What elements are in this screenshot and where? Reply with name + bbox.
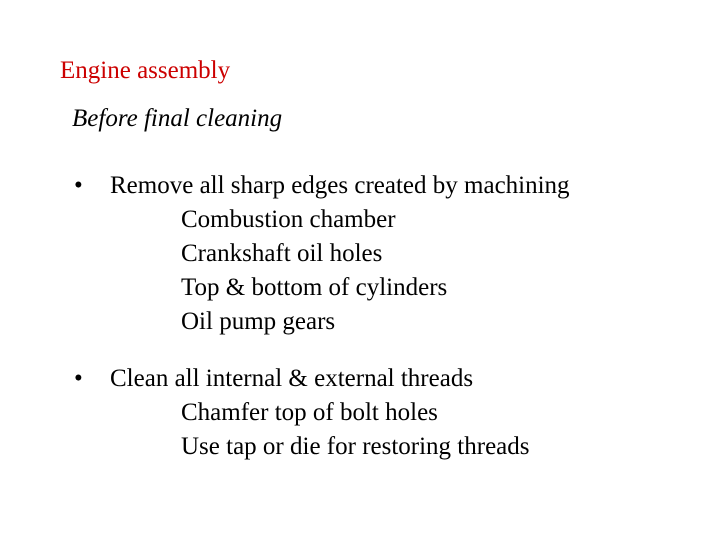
bullet-marker: •	[74, 172, 83, 199]
bullet-text: Remove all sharp edges created by machining	[110, 172, 570, 199]
slide-title: Engine assembly	[60, 57, 231, 84]
sub-item: Chamfer top of bolt holes	[181, 399, 438, 426]
bullet-item	[74, 364, 694, 466]
bullet-item	[74, 171, 694, 341]
sub-list	[74, 205, 694, 341]
bullet-marker: •	[74, 365, 83, 392]
sub-item: Crankshaft oil holes	[181, 240, 383, 267]
sub-item: Combustion chamber	[181, 206, 396, 233]
sub-item: Oil pump gears	[181, 308, 336, 335]
slide-subtitle: Before final cleaning	[72, 105, 283, 132]
bullet-text: Clean all internal & external threads	[110, 365, 474, 392]
sub-item: Use tap or die for restoring threads	[181, 433, 530, 460]
sub-list	[74, 398, 694, 466]
sub-item: Top & bottom of cylinders	[181, 274, 448, 301]
